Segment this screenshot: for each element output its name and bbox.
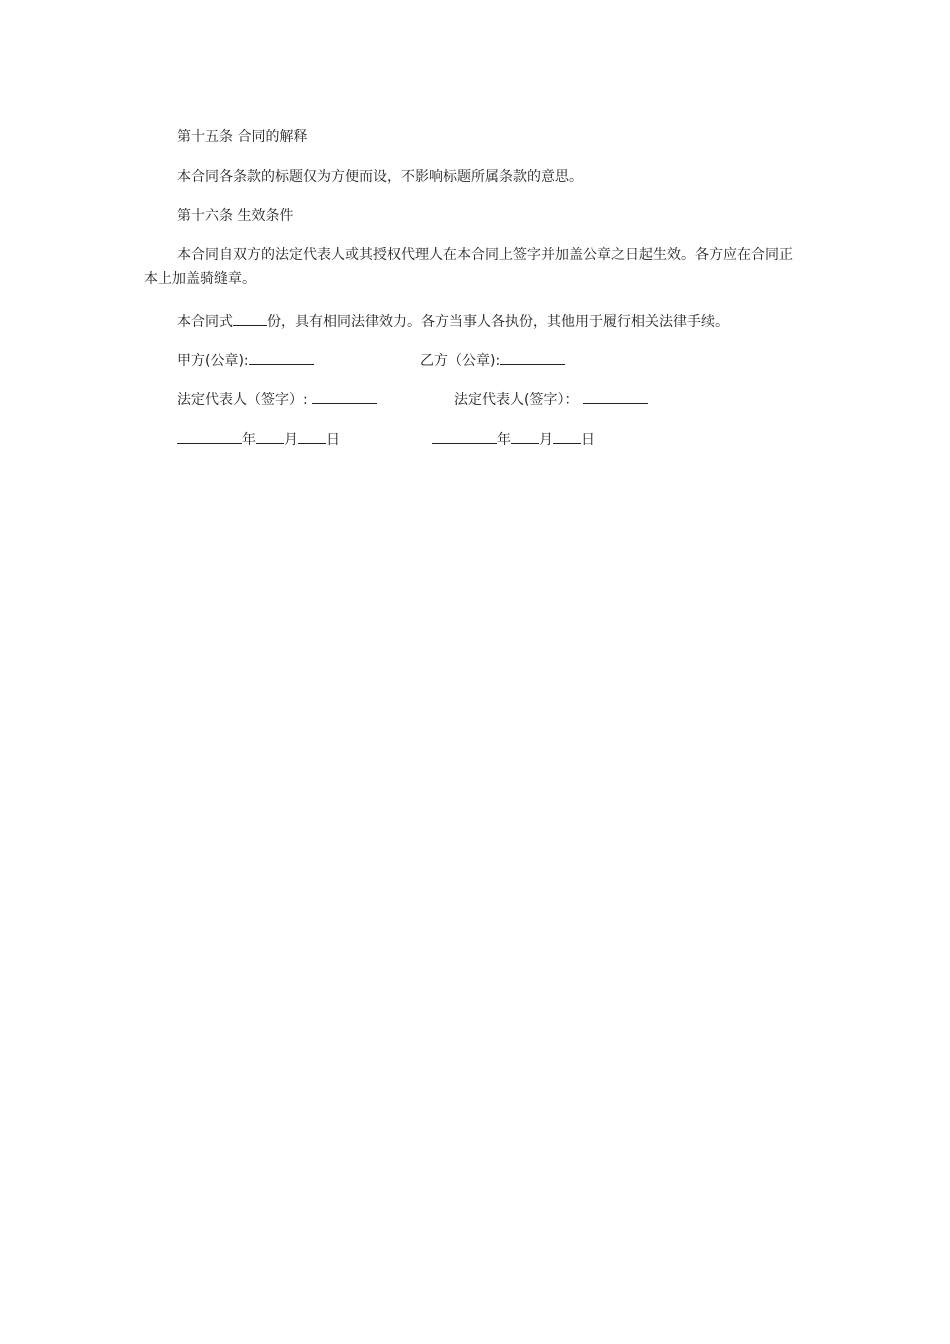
party-a-rep-blank[interactable] [312, 388, 377, 404]
party-b-rep-blank[interactable] [583, 388, 648, 404]
party-a-date-line [177, 428, 340, 450]
party-a-seal-line [177, 349, 314, 371]
month-label: 月 [284, 432, 298, 448]
party-a-day-blank[interactable] [298, 428, 326, 444]
party-b-seal-blank[interactable] [500, 349, 565, 365]
year-label: 年 [242, 432, 256, 448]
article-16-heading: 第十六条 生效条件 [177, 208, 294, 224]
article-16-body: 本合同自双方的法定代表人或其授权代理人在本合同上签字并加盖公章之日起生效。各方应在合同正本上加盖骑缝章。 [144, 247, 793, 287]
party-b-rep-label: 法定代表人(签字）： [454, 392, 579, 408]
day-label: 日 [581, 432, 595, 448]
party-a-seal-label: 甲方(公章): [177, 353, 249, 369]
copies-text-after: 份，具有相同法律效力。各方当事人各执份，其他用于履行相关法律手续。 [267, 314, 729, 330]
copies-text-before: 本合同式 [177, 314, 233, 330]
party-b-date-line [432, 428, 595, 450]
party-b-seal-label: 乙方（公章): [420, 353, 501, 369]
copies-clause [177, 310, 729, 332]
party-a-seal-blank[interactable] [249, 349, 314, 365]
article-15-heading: 第十五条 合同的解释 [177, 129, 308, 145]
party-a-month-blank[interactable] [256, 428, 284, 444]
party-a-rep-line [177, 388, 377, 410]
party-b-month-blank[interactable] [511, 428, 539, 444]
year-label: 年 [497, 432, 511, 448]
article-15-body: 本合同各条款的标题仅为方便而设，不影响标题所属条款的意思。 [177, 169, 583, 185]
month-label: 月 [539, 432, 553, 448]
party-a-year-blank[interactable] [177, 428, 242, 444]
party-b-rep-line [454, 388, 648, 410]
party-b-day-blank[interactable] [553, 428, 581, 444]
day-label: 日 [326, 432, 340, 448]
copies-count-blank[interactable] [233, 310, 267, 326]
party-b-seal-line [420, 349, 565, 371]
party-a-rep-label: 法定代表人（签字）: [177, 392, 308, 408]
party-b-year-blank[interactable] [432, 428, 497, 444]
